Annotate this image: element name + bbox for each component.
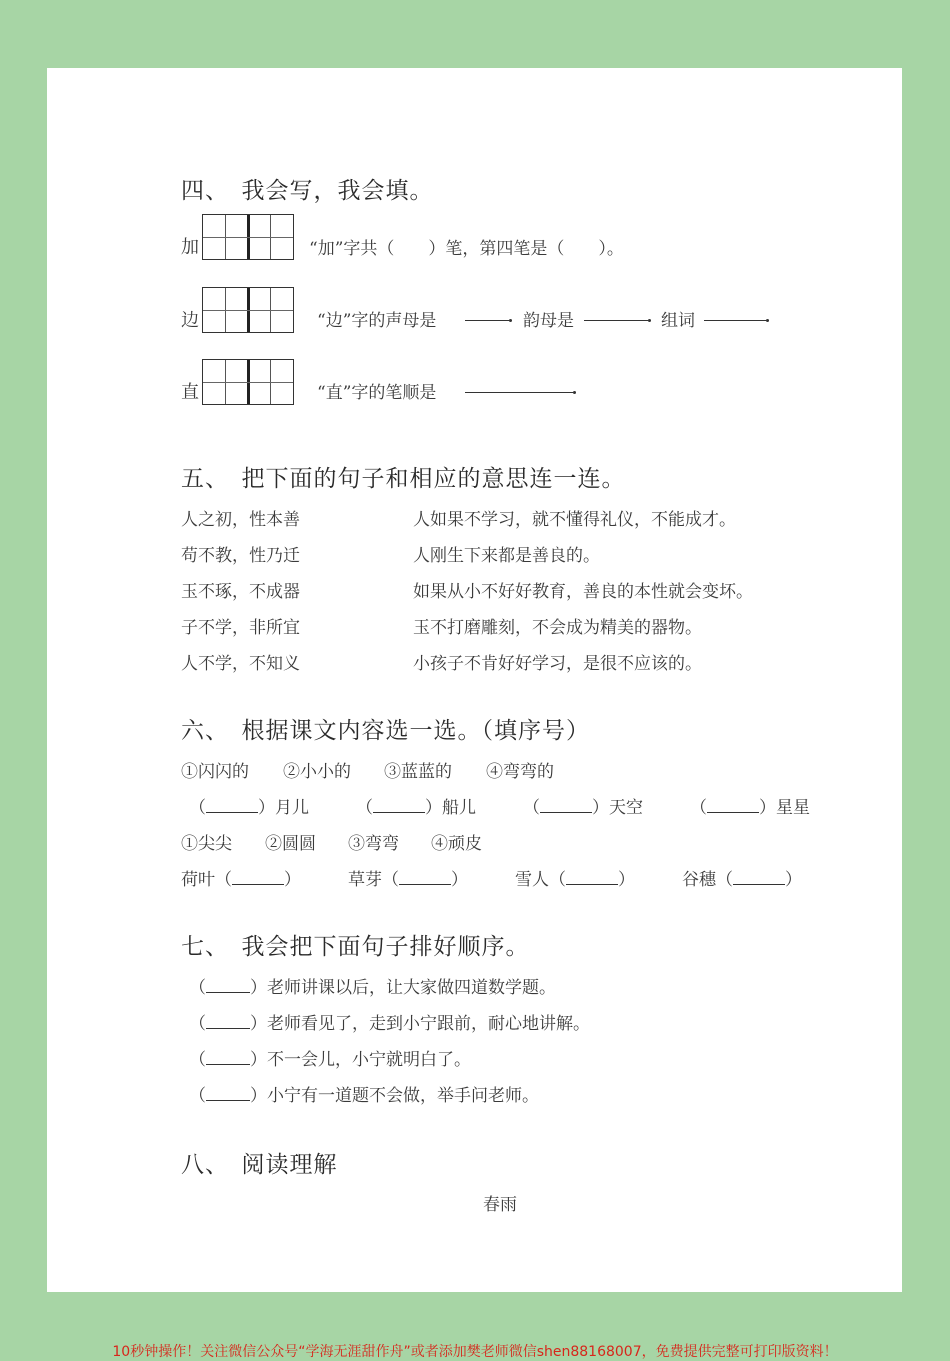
option2-4: ④顽皮 xyxy=(431,834,482,854)
right-line-5[interactable]: 小孩子不肯好好学习，是很不应该的。 xyxy=(413,654,702,674)
left-line-4[interactable]: 子不学，非所宜 xyxy=(181,618,300,638)
answer-line-bishun[interactable] xyxy=(465,392,573,393)
left-line-1[interactable]: 人之初，性本善 xyxy=(181,510,300,530)
char-jia: 加 xyxy=(181,237,199,258)
option2-1: ①尖尖 xyxy=(181,834,232,854)
order-item-1[interactable]: （ ）老师讲课以后，让大家做四道数学题。 xyxy=(189,978,556,998)
order-item-2[interactable]: （ ）老师看见了，走到小宁跟前，耐心地讲解。 xyxy=(189,1014,590,1034)
fill-item-yueer[interactable]: （ ）月儿 xyxy=(189,798,309,818)
option1-1: ①闪闪的 xyxy=(181,762,249,782)
promo-footer: 10秒钟操作！关注微信公众号“学海无涯甜作舟”或者添加樊老师微信shen88168007，免费提供完整可打印版资料！ xyxy=(112,1344,838,1360)
section-6-title: 六、 根据课文内容选一选。（填序号） xyxy=(181,718,590,744)
char-zhi: 直 xyxy=(181,382,199,403)
writing-grid-zhi[interactable] xyxy=(202,359,294,405)
right-line-2[interactable]: 人刚生下来都是善良的。 xyxy=(413,546,600,566)
writing-grid-bian[interactable] xyxy=(202,287,294,333)
right-line-3[interactable]: 如果从小不好好教育，善良的本性就会变坏。 xyxy=(413,582,753,602)
answer-line-zuci[interactable] xyxy=(704,320,766,321)
section-5-title: 五、 把下面的句子和相应的意思连一连。 xyxy=(181,466,626,492)
option2-2: ②圆圆 xyxy=(265,834,316,854)
left-line-2[interactable]: 苟不教，性乃迁 xyxy=(181,546,300,566)
left-line-5[interactable]: 人不学，不知义 xyxy=(181,654,300,674)
right-line-4[interactable]: 玉不打磨雕刻，不会成为精美的器物。 xyxy=(413,618,702,638)
worksheet-page xyxy=(47,68,902,1292)
row2-q1: “边”字的声母是 xyxy=(317,311,437,331)
fill-item-tiankong[interactable]: （ ）天空 xyxy=(523,798,643,818)
section-7-title: 七、 我会把下面句子排好顺序。 xyxy=(181,934,530,960)
answer-line-yunmu[interactable] xyxy=(584,320,648,321)
fill-item-xingxing[interactable]: （ ）星星 xyxy=(690,798,810,818)
option1-2: ②小小的 xyxy=(283,762,351,782)
fill-item-chuaner[interactable]: （ ）船儿 xyxy=(356,798,476,818)
section-8-title: 八、 阅读理解 xyxy=(181,1152,338,1178)
fill-item-heye[interactable]: 荷叶（ ） xyxy=(181,870,301,890)
section-4-title: 四、 我会写，我会填。 xyxy=(181,178,434,204)
fill-item-caoya[interactable]: 草芽（ ） xyxy=(348,870,468,890)
option2-3: ③弯弯 xyxy=(348,834,399,854)
char-bian: 边 xyxy=(181,310,199,331)
order-item-3[interactable]: （ ）不一会儿，小宁就明白了。 xyxy=(189,1050,471,1070)
right-line-1[interactable]: 人如果不学习，就不懂得礼仪，不能成才。 xyxy=(413,510,736,530)
left-line-3[interactable]: 玉不琢，不成器 xyxy=(181,582,300,602)
row2-q3: 组词 xyxy=(661,311,695,331)
option1-4: ④弯弯的 xyxy=(486,762,554,782)
option1-3: ③蓝蓝的 xyxy=(384,762,452,782)
writing-grid-jia[interactable] xyxy=(202,214,294,260)
answer-line-shengmu[interactable] xyxy=(465,320,509,321)
row1-question: “加”字共（ ）笔，第四笔是（ ）。 xyxy=(309,239,624,259)
row3-q1: “直”字的笔顺是 xyxy=(317,383,437,403)
order-item-4[interactable]: （ ）小宁有一道题不会做，举手问老师。 xyxy=(189,1086,539,1106)
poem-title: 春雨 xyxy=(483,1195,517,1215)
fill-item-xueren[interactable]: 雪人（ ） xyxy=(515,870,635,890)
row2-q2: 韵母是 xyxy=(523,311,574,331)
fill-item-gusui[interactable]: 谷穗（ ） xyxy=(682,870,802,890)
